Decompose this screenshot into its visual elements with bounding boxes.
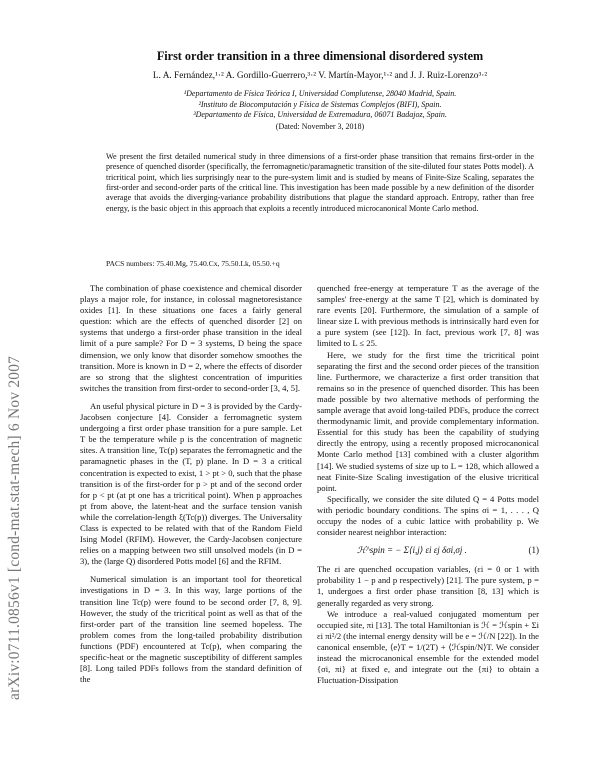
arxiv-identifier: arXiv:0711.0856v1 [cond-mat.stat-mech] 6 Nov 2007 (6, 355, 23, 700)
equation-1 (317, 545, 539, 556)
equation-number: (1) (528, 545, 539, 556)
paper-title: First order transition in a three dimensional disordered system (156, 49, 484, 63)
paragraph: Numerical simulation is an important tool for theoretical investigations in D = 3. In this way, large portions of the transition line Tc(p) were found to be second order [7, 8, 9]. However, the study of the tricritical point as well as that of the first-order part of the transition line seemed hopeless. The problem comes from the long-tailed probability distribution functions (PDF) encountered at Tc(p), when comparing the specific-heat or the magnetic susceptibility of different samples [8]. Long tailed PDFs follows from the standard definition of the (80, 574, 302, 685)
affiliation-3: ³Departamento de Física, Universidad de Extremadura, 06071 Badajoz, Spain. (193, 110, 447, 119)
dated-line: (Dated: November 3, 2018) (275, 122, 365, 131)
paragraph: We introduce a real-valued conjugated momentum per occupied site, πi [13]. The total Hamiltonian is ℋ = ℋspin + Σi εi πi²/2 (the internal energy density will be e = ℋ/N [22]). In the canonical ensemble, ⟨e⟩T = 1/(2T) + ⟨ℋspin/N⟩T. We consider instead the microcanonical ensemble for the extended model {σi, πi} at fixed e, and integrate out the {πi} to obtain a Fluctuation-Dissipation (317, 608, 539, 686)
equation-body: ℋ^spin = − Σ⟨i,j⟩ εi εj δσi,σj . (357, 545, 467, 556)
paragraph: The combination of phase coexistence and chemical disorder plays a major role, for instance, in colossal magnetoresistance oxides [1]. In these situations one faces a fairly general question: which are the effects of quenched disorder [2] on systems that undergo a first-order phase transition in the ideal limit of a pure sample? For D = 3 systems, D being the space dimension, we only know that disorder somehow smoothes the transition. More is known in D = 2, where the effects of disorder are so strong that the slightest concentration of impurities switches the transition from first-order to second-order [3, 4, 5]. (80, 283, 302, 393)
author-list: L. A. Fernández,¹·² A. Gordillo-Guerrero,³·² V. Martín-Mayor,¹·² and J. J. Ruiz-Lorenzo³·² (152, 71, 488, 81)
paragraph: Specifically, we consider the site diluted Q = 4 Potts model with periodic boundary conditions. The spins σi = 1, . . . , Q occupy the nodes of a cubic lattice with probability p. We consider nearest neighbor interaction: (317, 493, 539, 538)
paragraph: The εi are quenched occupation variables, (εi = 0 or 1 with probability 1 − p and p respectively) [21]. The pure system, p = 1, undergoes a first order phase transition [8, 13] which is generally regarded as very strong. (317, 564, 539, 608)
paragraph: quenched free-energy at temperature T as the average of the samples' free-energy at the same T [2], which is dominated by rare events [20]. Furthermore, the simulation of a sample of linear size L with previous methods is intrinsically hard even for a pure system (see [12]). In fact, previous work [7, 8] was limited to L ≤ 25. (317, 283, 539, 349)
paragraph: Here, we study for the first time the tricritical point separating the first and the second order pieces of the transition line. Furthermore, we characterize a first order transition that remains so in the presence of quenched disorder. This has been made possible by two alternative methods of performing the sample average that avoid long-tailed PDFs, produce the correct thermodynamic limit, and provide complementary information. Essential for this study has been the capability of studying directly the entropy, using a recently proposed microcanonical Monte Carlo method [13] combined with a cluster algorithm [14]. We studied systems of size up to L = 128, which allowed a neat Finite-Size Scaling investigation of the elusive tricritical point. (317, 349, 539, 493)
affiliation-1: ¹Departamento de Física Teórica I, Universidad Complutense, 28040 Madrid, Spain. (183, 89, 457, 98)
affiliation-2: ²Instituto de Biocomputación y Física de Sistemas Complejos (BIFI), Spain. (198, 99, 442, 109)
abstract: We present the first detailed numerical study in three dimensions of a first-order phase transition that remains first-order in the presence of quenched disorder (specifically, the ferromagnetic/paramagnetic transition of the site-diluted four states Potts model). A tricritical point, which lies surprisingly near to the pure-system limit and is studied by means of Finite-Size Scaling, separates the first-order and second-order parts of the critical line. This investigation has been made possible by a new definition of the disorder average that avoids the diverging-variance probability distributions that plague the standard approach. Entropy, rather than free energy, is the basic object in this approach that exploits a recently introduced microcanonical Monte Carlo method. (106, 152, 534, 213)
left-column (80, 283, 302, 685)
pacs-numbers: PACS numbers: 75.40.Mg, 75.40.Cx, 75.50.Lk, 05.50.+q (106, 259, 280, 268)
affiliations (60, 89, 580, 121)
paragraph: An useful physical picture in D = 3 is provided by the Cardy-Jacobsen conjecture [4]. Consider a ferromagnetic system undergoing a first order phase transition for a pure sample. Let T be the temperature while p is the concentration of magnetic sites. A transition line, Tc(p) separates the ferromagnetic and the paramagnetic phases in the (T, p) plane. In D = 3 a critical concentration is expected to exist, 1 > pt > 0, such that the phase transition is of the first-order for p > pt and of the second order for p < pt (at pt one has a tricritical point). When p approaches pt from above, the latent-heat and the surface tension vanish while the correlation-length ξ(Tc(p)) diverges. The Universality Class is expected to be related with that of the Random Field Ising Model (RFIM). However, the Cardy-Jacobsen conjecture relies on a mapping between two still unsolved models (in D = 3), the (large Q) disordered Potts model [6] and the RFIM. (80, 400, 302, 567)
right-column (317, 283, 539, 686)
